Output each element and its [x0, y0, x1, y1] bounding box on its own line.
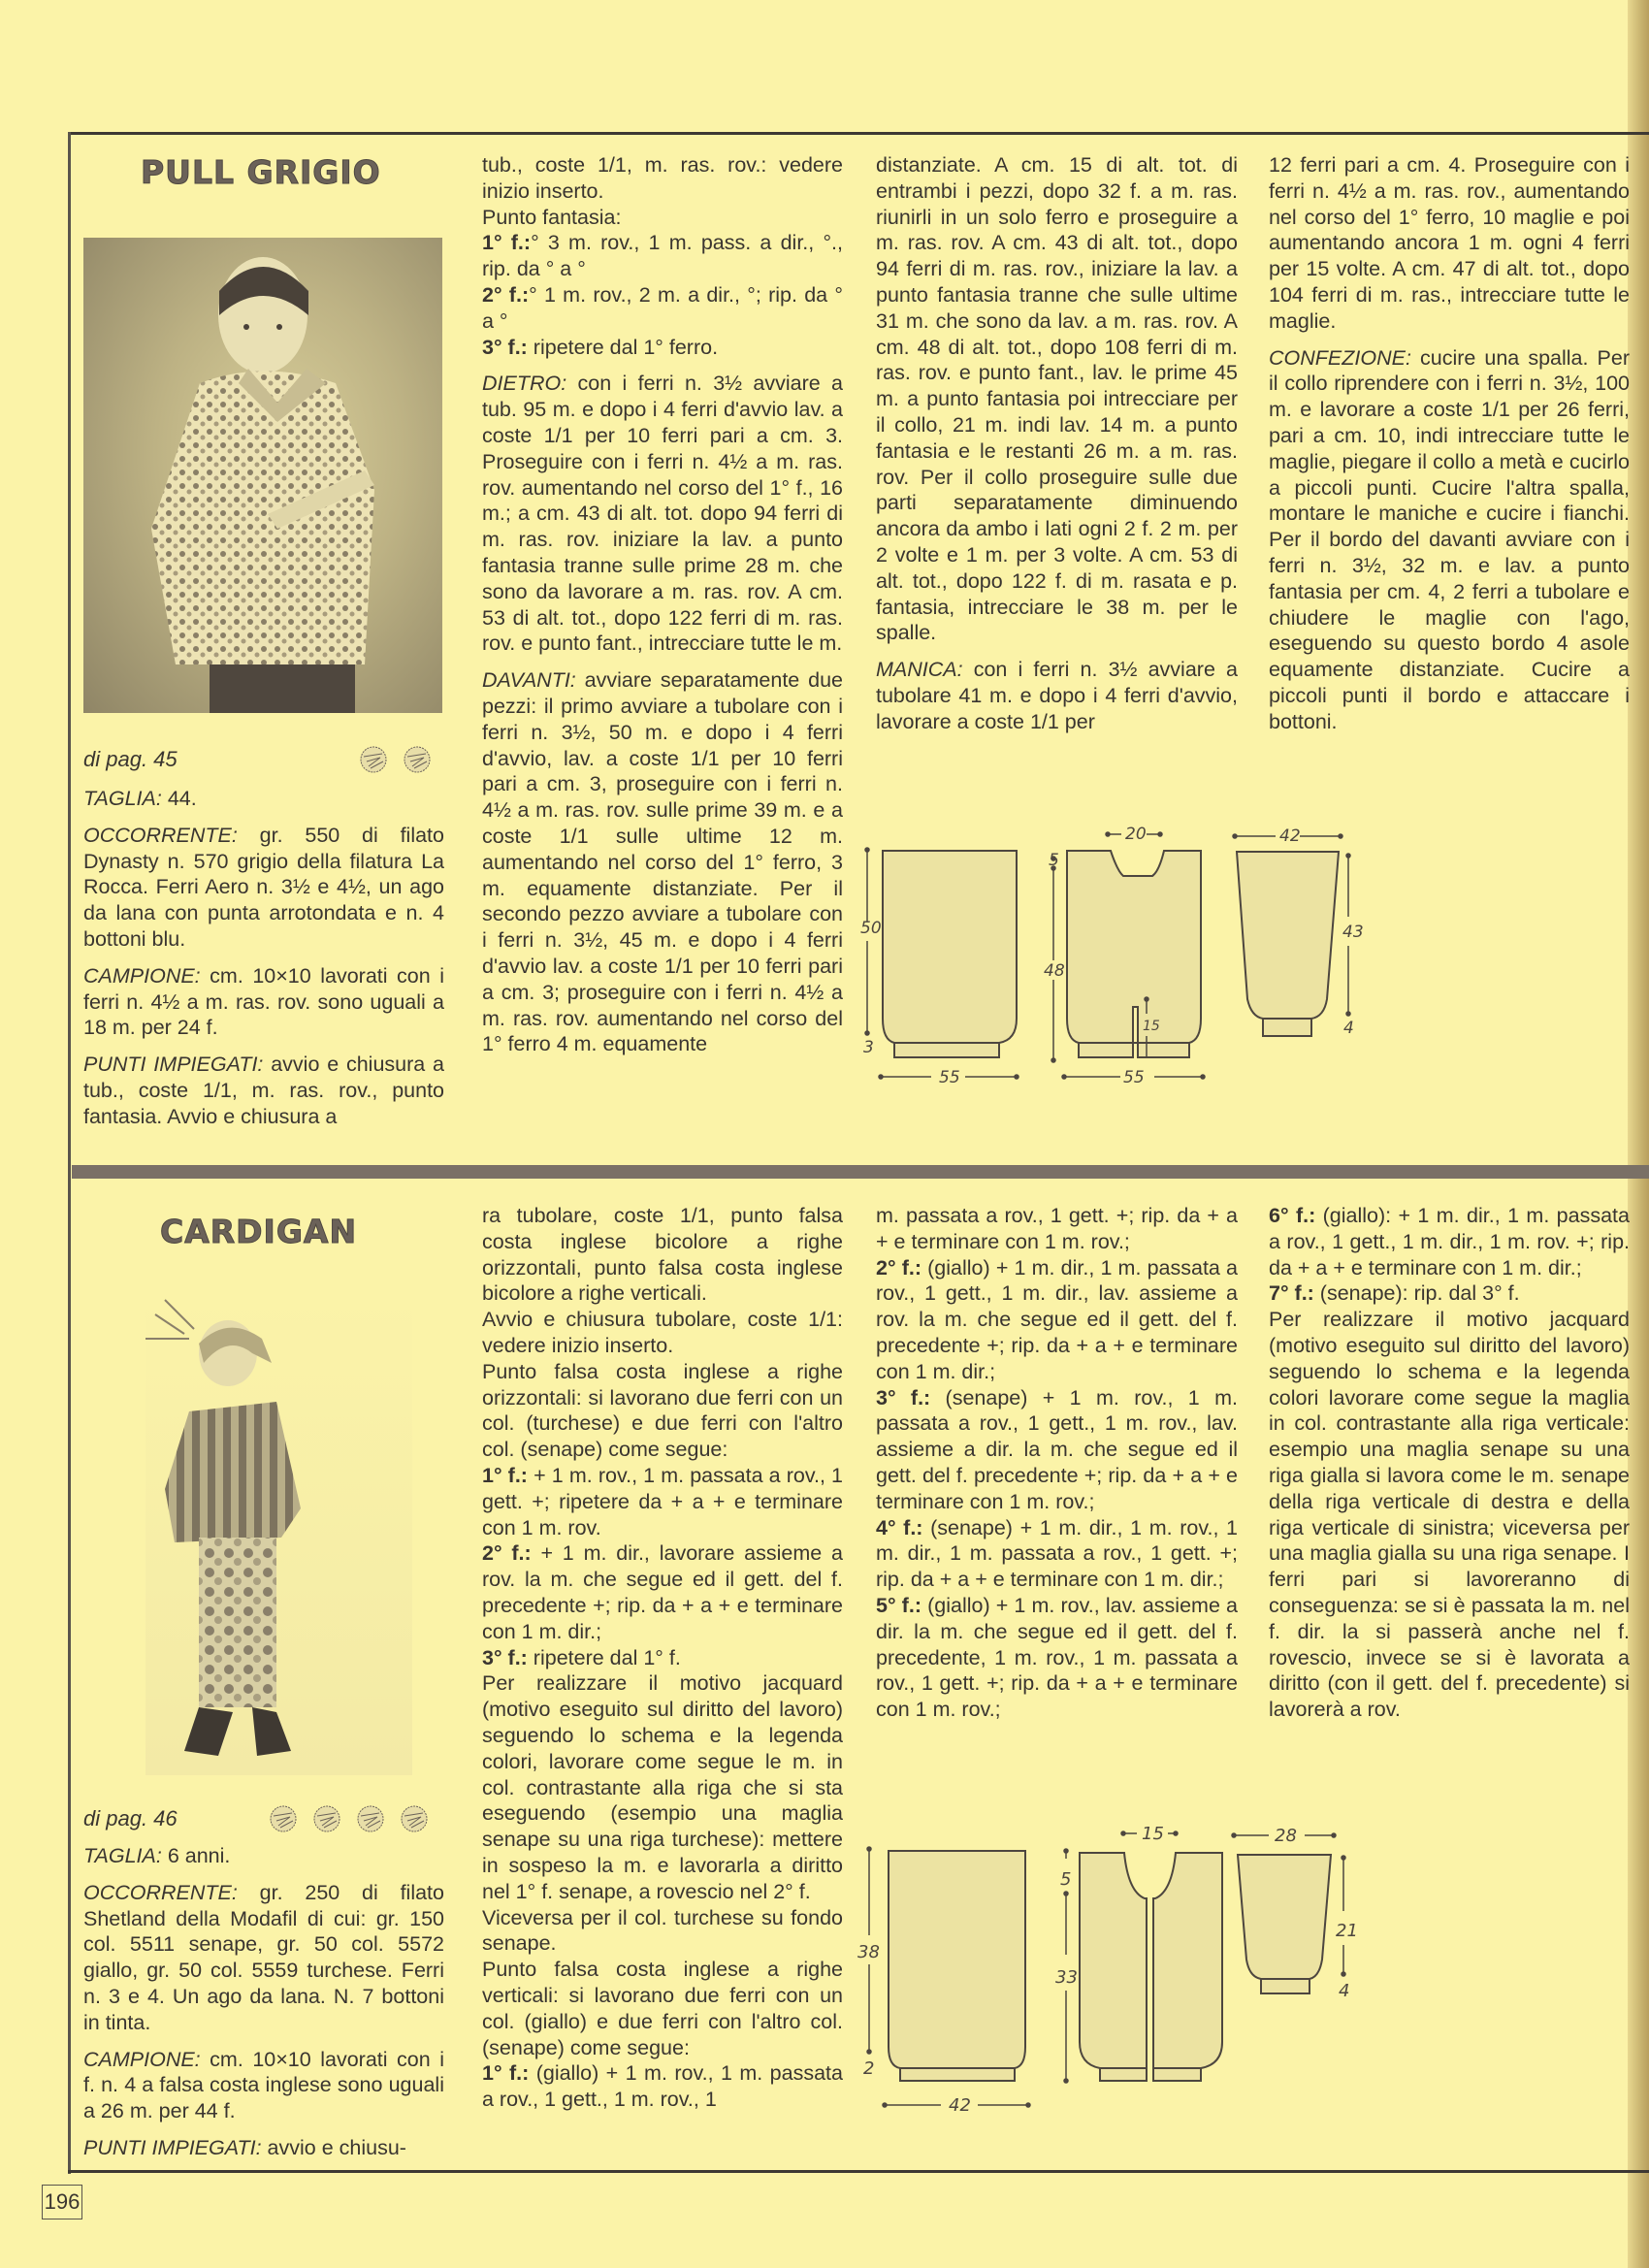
davanti-text: avviare separatamente due pezzi: il primo avviare a tubolare con i ferri n. 3½, 50 m. e dopo i 4 ferri d'avvio, lav. a coste 1/1 per 10 ferri pari a cm. 3, proseguire con i ferri n. 4½ a m. ras. rov. sulle prime 39 m. e a coste 1/1 sulle ultime 12 m. aumentando nel corso del 1° ferro, 3 m. equamente distanziate. Per il secondo pezzo avviare a tubolare con i ferri n. 3½, 45 m. e dopo i 4 ferri d'avvio lav. a coste 1/1 per 10 ferri pari a cm. 3; proseguire con i ferri n. 4½ a m. ras. rov. aumentando nel corso del 1° ferro 4 m. equamente — [482, 668, 843, 1056]
punti-label: PUNTI IMPIEGATI: — [83, 1053, 264, 1077]
right-front-piece — [1153, 1853, 1222, 2081]
row-label: 2° f.: — [876, 1255, 922, 1280]
row-label: 1° f.: — [482, 1463, 528, 1487]
model-photo-cardigan — [146, 1295, 412, 1775]
section-border-bottom — [68, 2170, 1649, 2173]
dim-label: 42 — [949, 2095, 971, 2116]
section-border-top — [68, 132, 1649, 135]
dim-label: 42 — [1279, 826, 1301, 846]
cardigan-col-3 — [876, 1203, 1238, 1723]
cardigan-schematic-diagram — [854, 1824, 1630, 2129]
front-piece — [1067, 851, 1201, 1057]
occorrente-text: gr. 550 di filato Dynasty n. 570 grigio della filatura La Rocca. Ferri Aero n. 3½ e 4½, un ago da lana con punta arrotondata e n. 4 bottoni blu. — [83, 823, 444, 951]
confezione-label: CONFEZIONE: — [1269, 345, 1411, 370]
occorrente-label: OCCORRENTE: — [83, 823, 238, 847]
row-text: + 1 m. rov., 1 m. passata a rov., 1 gett. +; ripetere da + a + e terminare con 1 m. rov. — [482, 1463, 843, 1539]
difficulty-rating — [359, 745, 432, 774]
row-label: 2° f.: — [482, 282, 530, 307]
row-label: 4° f.: — [876, 1515, 923, 1539]
orizzontali-text: Punto falsa costa inglese a righe orizzontali: si lavorano due ferri con un col. (turchese) e due ferri con l'altro col. (senape) come segue: — [482, 1359, 843, 1462]
cardigan-col-2 — [482, 1203, 843, 2113]
yarn-ball-icon — [403, 745, 432, 774]
dim-label: 15 — [1142, 1824, 1164, 1844]
taglia-value: 6 anni. — [161, 1844, 231, 1867]
pull-col-2 — [482, 152, 843, 1068]
pattern-title-pull-grigio: PULL GRIGIO — [141, 153, 381, 191]
dim-label: 21 — [1336, 1921, 1358, 1941]
punti-text: avvio e chiusu- — [261, 2135, 406, 2159]
dim-label: 28 — [1275, 1826, 1297, 1846]
dim-label: 15 — [1143, 1019, 1160, 1034]
manica-cont-text: 12 ferri pari a cm. 4. Proseguire con i ferri n. 4½ a m. ras. rov., aumentando nel corso del 1° ferro, 10 maglie e poi aumentando ancora 1 m. ogni 4 ferri per 15 volte. A cm. 47 di alt. tot., dopo 104 ferri di m. ras., intrecciare tutte le maglie. — [1269, 153, 1630, 333]
taglia-value: 44. — [161, 787, 197, 810]
dietro-text: con i ferri n. 3½ avviare a tub. 95 m. e dopo i 4 ferri d'avvio lav. a coste 1/1 per 10 ferri pari a cm. 3. Proseguire con i ferri n. 4½ a m. ras. rov. aumentando nel corso del 1° f., 16 m.; a cm. 43 di alt. tot. dopo 94 ferri di m. ras. rov. iniziare la lav. a punto fantasia tranne sulle prime 28 m. che sono da lavorare a m. ras. rov. A cm. 53 di alt. tot., dopo 122 ferri di m. ras. rov. e punto fant., intrecciare tutte le m. — [482, 372, 843, 656]
page-reference: di pag. 46 — [83, 1806, 178, 1831]
yarn-ball-icon — [269, 1804, 298, 1833]
page-number: 196 — [42, 2185, 82, 2219]
row-text: (senape) + 1 m. dir., 1 m. rov., 1 m. dir., 1 m. passata a rov., 1 gett. +; rip. da + a + e terminare con 1 m. dir.; — [876, 1515, 1239, 1592]
back-piece — [883, 851, 1017, 1057]
manica-label: MANICA: — [876, 658, 963, 682]
row-label: 5° f.: — [876, 1593, 922, 1617]
intro-text: ra tubolare, coste 1/1, punto falsa costa inglese bicolore a righe orizzontali, punto falsa costa inglese bicolore a righe verticali. — [482, 1204, 843, 1306]
dim-label: 33 — [1055, 1967, 1078, 1988]
row-text: ° 3 m. rov., 1 m. pass. a dir., °., rip. da ° a ° — [482, 231, 843, 281]
davanti-label: DAVANTI: — [482, 668, 576, 693]
dim-label: 5 — [1060, 1869, 1072, 1890]
model-photo-pull-grigio — [83, 238, 442, 713]
row-text: (giallo): + 1 m. dir., 1 m. passata a rov., 1 gett., 1 m. dir., 1 m. rov. +; rip. da + a + e terminare con 1 m. dir.; — [1269, 1204, 1630, 1280]
dim-label: 3 — [863, 1038, 874, 1057]
pull-schematic-diagram — [860, 825, 1630, 1091]
row-text: ripetere dal 1° ferro. — [527, 335, 719, 359]
dim-label: 55 — [1123, 1068, 1145, 1087]
row-label: 2° f.: — [482, 1541, 532, 1566]
dim-label: 4 — [1343, 1019, 1354, 1038]
fantasia-heading: Punto fantasia: — [482, 205, 622, 229]
dim-label: 38 — [857, 1942, 880, 1962]
sleeve-piece — [1238, 1855, 1331, 1993]
pattern-title-cardigan: CARDIGAN — [160, 1213, 358, 1250]
row-label: 3° f.: — [482, 335, 528, 359]
left-front-piece — [1080, 1853, 1147, 2081]
row-label: 1° f.: — [482, 231, 532, 255]
campione-label: CAMPIONE: — [83, 2047, 201, 2071]
page-reference: di pag. 45 — [83, 747, 178, 771]
dim-label: 48 — [1044, 961, 1065, 981]
yarn-ball-icon — [312, 1804, 341, 1833]
occorrente-label: OCCORRENTE: — [83, 1880, 238, 1904]
avvio-text: Avvio e chiusura tubolare, coste 1/1: vedere inizio inserto. — [482, 1308, 843, 1357]
dim-label: 55 — [939, 1068, 960, 1087]
sleeve-piece — [1237, 852, 1339, 1036]
davanti-cont-text: distanziate. A cm. 15 di alt. tot. di entrambi i pezzi, dopo 32 f. a m. ras. riunirli in un solo ferro e proseguire a m. ras. rov. A cm. 43 di alt. tot., dopo 94 ferri di m. ras. rov., iniziare la lav. a punto fantasia tranne che sulle ultime 31 m. che sono da lav. a m. ras. rov. A cm. 48 di alt. tot., dopo 108 ferri di m. ras. rov. e punto fant., lav. le prime 45 m. a punto fantasia poi intrecciare per il collo, 21 m. indi lav. 14 m. a punto fantasia e le restanti 26 m. a m. ras. rov. Per il collo proseguire sulle due parti separatamente diminuendo ancora da ambo i lati ogni 2 f. 2 m. per 2 volte e 1 m. per 3 volte. A cm. 53 di alt. tot., dopo 122 f. di m. rasata e p. fantasia, intrecciare le 38 m. per le spalle. — [876, 153, 1238, 645]
row-text: m. passata a rov., 1 gett. +; rip. da + a + e terminare con 1 m. rov.; — [876, 1204, 1238, 1253]
jacquard-text: Per realizzare il motivo jacquard (motivo eseguito sul diritto del lavoro) seguendo lo schema e la legenda colori lavorare come segue la maglia in col. contrastante alla riga verticale: esempio una maglia senape su una riga gialla si lavora come le m. senape della riga verticale di destra e della riga verticale di sinistra; viceversa per una maglia gialla su una riga senape. I ferri pari si lavoreranno di conseguenza: se si è passata la m. nel f. dir. la si passerà anche nel f. rovescio, invece se si è lavorata a diritto (con il gett. del f. precedente) si lavorerà a rov. — [1269, 1308, 1630, 1722]
row-text: + 1 m. dir., lavorare assieme a rov. la m. che segue ed il gett. del f. precedente +; rip. da + a + e terminare con 1 m. dir.; — [482, 1541, 843, 1643]
campione-label: CAMPIONE: — [83, 963, 201, 988]
intro-text: tub., coste 1/1, m. ras. rov.: vedere inizio inserto. — [482, 153, 843, 203]
yarn-ball-icon — [356, 1804, 385, 1833]
page-binding-edge — [1628, 0, 1649, 2268]
yarn-ball-icon — [400, 1804, 429, 1833]
row-text: (giallo) + 1 m. dir., 1 m. passata a rov., 1 gett., 1 m. dir., lav. assieme a rov. la m. che segue ed il gett. del f. precedente +; rip. da + a + e terminare con 1 m. dir.; — [876, 1255, 1238, 1383]
dietro-label: DIETRO: — [482, 372, 567, 396]
row-text: (giallo) + 1 m. rov., lav. assieme a dir. la m. che segue ed il gett. del f. precedente, 1 m. rov., 1 m. passata a rov., 1 gett. +; rip. da + a + e terminare con 1 m. rov.; — [876, 1593, 1238, 1722]
difficulty-rating — [269, 1804, 429, 1833]
yarn-ball-icon — [359, 745, 388, 774]
taglia-label: TAGLIA: — [83, 1844, 162, 1867]
dim-label: 20 — [1125, 825, 1147, 844]
punti-label: PUNTI IMPIEGATI: — [83, 2135, 262, 2159]
punti-text: avvio e chiusura a tub., coste 1/1, m. ras. rov., punto fantasia. Avvio e chiusura a — [83, 1053, 445, 1128]
dim-label: 50 — [860, 919, 882, 938]
section-divider — [72, 1165, 1649, 1179]
row-label: 7° f.: — [1269, 1281, 1314, 1306]
viceversa-text: Viceversa per il col. turchese su fondo senape. — [482, 1905, 843, 1956]
row-text: (giallo) + 1 m. rov., 1 m. passata a rov., 1 gett., 1 m. rov., 1 — [482, 2061, 843, 2112]
row-label: 6° f.: — [1269, 1204, 1316, 1227]
back-piece — [889, 1851, 1025, 2081]
pull-col-3 — [876, 152, 1238, 746]
row-text: (senape): rip. dal 3° f. — [1313, 1281, 1520, 1306]
taglia-label: TAGLIA: — [83, 787, 162, 810]
row-label: 3° f.: — [482, 1645, 528, 1669]
section-border-left — [68, 132, 71, 1182]
campione-text: cm. 10×10 lavorati con i ferri n. 4½ a m. ras. rov. sono uguali a 18 m. per 24 f. — [83, 963, 444, 1040]
row-text: (senape) + 1 m. rov., 1 m. passata a rov., 1 gett., 1 m. rov., lav. assieme a dir. la m. che segue ed il gett. del f. precedente +; rip. da + a + e terminare con 1 m. rov.; — [876, 1385, 1238, 1513]
dim-label: 2 — [863, 2058, 875, 2079]
row-text: ° 1 m. rov., 2 m. a dir., °; rip. da ° a ° — [482, 282, 843, 333]
dim-label: 43 — [1342, 923, 1364, 942]
dim-label: 5 — [1049, 851, 1059, 870]
row-label: 3° f.: — [876, 1385, 931, 1409]
verticali-text: Punto falsa costa inglese a righe verticali: si lavorano due ferri con un col. (giallo) e due ferri con l'altro col. (senape) come segue: — [482, 1958, 843, 2059]
section-border-left — [68, 1165, 71, 2174]
pull-col-1 — [83, 786, 444, 1141]
occorrente-text: gr. 250 di filato Shetland della Modafil di cui: gr. 150 col. 5511 senape, gr. 50 col. 5572 giallo, gr. 50 col. 5559 turchese. Ferri n. 3 e 4. Un ago da lana. N. 7 bottoni in tinta. — [83, 1880, 444, 2034]
jacquard-text: Per realizzare il motivo jacquard (motivo eseguito sul diritto del lavoro) seguendo lo schema e la legenda colori, lavorare come segue le m. in col. contrastante alla riga che si sta eseguendo (esempio una maglia senape su una riga turchese): mettere in sospeso la m. e lavorarla a diritto nel 1° f. senape, a rovescio nel 2° f. — [482, 1671, 843, 1903]
manica-text: con i ferri n. 3½ avviare a tubolare 41 m. e dopo i 4 ferri d'avvio, lavorare a coste 1/1 per — [876, 658, 1238, 733]
row-label: 1° f.: — [482, 2061, 530, 2086]
dim-label: 4 — [1339, 1981, 1350, 2001]
row-text: ripetere dal 1° f. — [527, 1645, 681, 1669]
confezione-text: cucire una spalla. Per il collo riprendere con i ferri n. 3½, 100 m. e lavorare a coste 1/1 per 26 ferri, pari a cm. 10, indi intrecciare tutte le maglie, piegare il collo a metà e cucirlo a piccoli punti. Cucire l'altra spalla, montare le maniche e cucire i fianchi. Per il bordo del davanti avviare con i ferri n. 3½, 32 m. e lav. a punto fantasia per cm. 4, 2 ferri a tubolare e chiudere le maglie con l'ago, eseguendo su questo bordo 4 asole equamente distanziate. Cucire a piccoli punti il bordo e attaccare i bottoni. — [1269, 345, 1630, 733]
cardigan-col-1 — [83, 1843, 444, 2172]
campione-text: cm. 10×10 lavorati con i f. n. 4 a falsa costa inglese sono uguali a 26 m. per 44 f. — [83, 2047, 444, 2123]
cardigan-col-4 — [1269, 1203, 1630, 1723]
pull-col-4 — [1269, 152, 1630, 746]
